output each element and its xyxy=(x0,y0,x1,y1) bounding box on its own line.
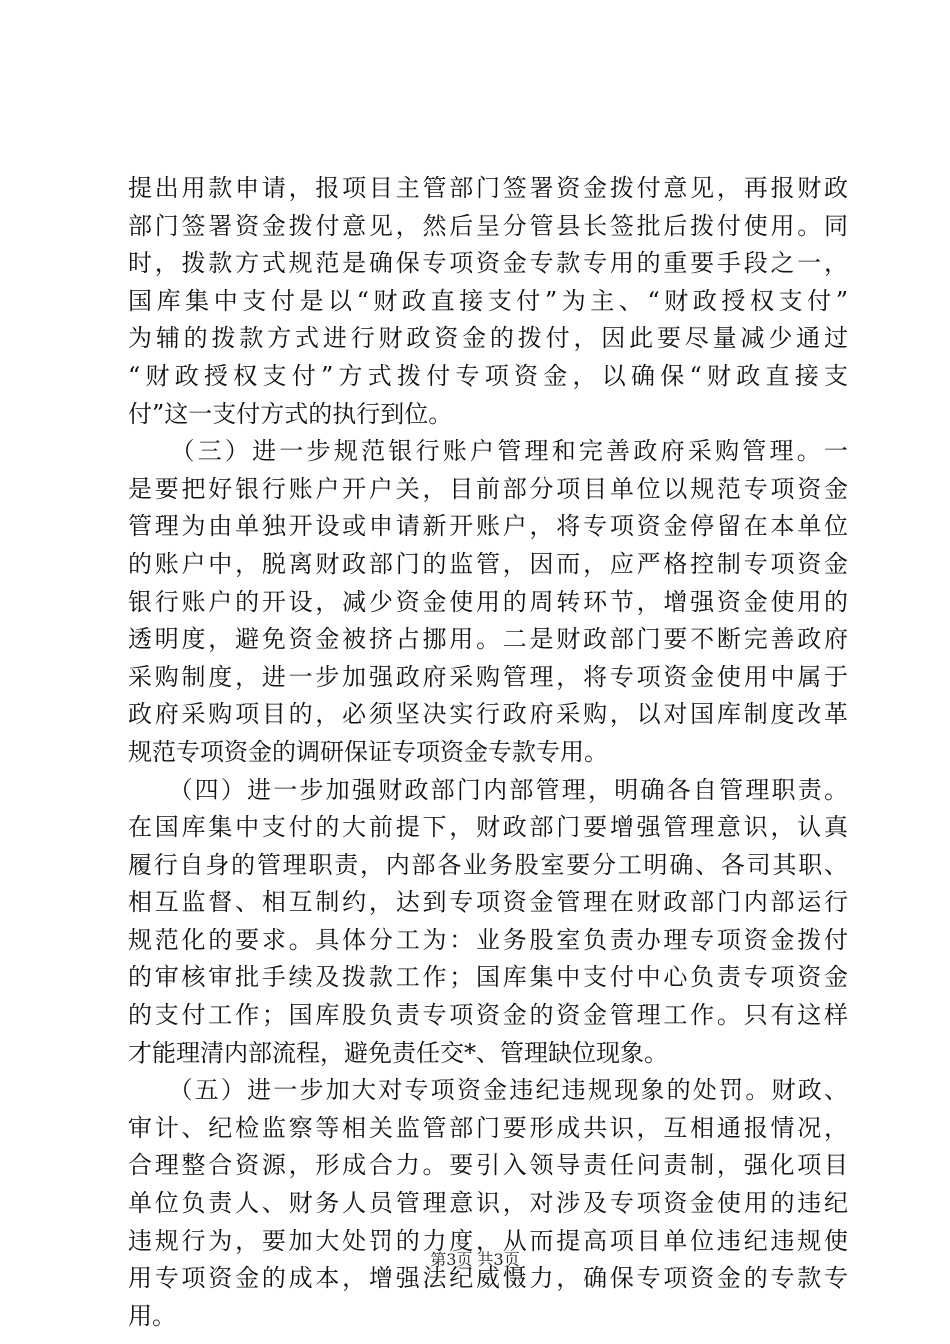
text-line: 在国库集中支付的大前提下，财政部门要增强管理意识，认真 xyxy=(128,813,848,842)
text-line: 履行自身的管理职责，内部各业务股室要分工明确、各司其职、 xyxy=(128,850,848,879)
text-line: 单位负责人、财务人员管理意识，对涉及专项资金使用的违纪 xyxy=(128,1189,848,1218)
text-line: 的审核审批手续及拨款工作；国库集中支付中心负责专项资金 xyxy=(128,963,848,992)
text-line: 合理整合资源，形成合力。要引入领导责任问责制，强化项目 xyxy=(128,1151,848,1180)
text-line: 规范专项资金的调研保证专项资金专款专用。 xyxy=(128,737,608,766)
text-line: 违规行为，要加大处罚的力度，从而提高项目单位违纪违规使 xyxy=(128,1226,848,1255)
text-line: 规范化的要求。具体分工为：业务股室负责办理专项资金拨付 xyxy=(128,925,848,954)
text-line: 的账户中，脱离财政部门的监管，因而，应严格控制专项资金 xyxy=(128,549,848,578)
text-line: 国库集中支付是以“财政直接支付”为主、“财政授权支付” xyxy=(128,286,848,315)
document-body xyxy=(128,170,848,1335)
text-line: 才能理清内部流程，避免责任交*、管理缺位现象。 xyxy=(128,1038,668,1067)
text-line: 为辅的拨款方式进行财政资金的拨付，因此要尽量减少通过 xyxy=(128,324,848,353)
text-line: 部门签署资金拨付意见，然后呈分管县长签批后拨付使用。同 xyxy=(128,211,848,240)
text-line: 时，拨款方式规范是确保专项资金专款专用的重要手段之一， xyxy=(128,249,848,278)
text-line: 银行账户的开设，减少资金使用的周转环节，增强资金使用的 xyxy=(128,587,848,616)
text-line: “财政授权支付”方式拨付专项资金，以确保“财政直接支 xyxy=(128,361,848,390)
text-line: 透明度，避免资金被挤占挪用。二是财政部门要不断完善政府 xyxy=(128,625,848,654)
text-line: 管理为由单独开设或申请新开账户，将专项资金停留在本单位 xyxy=(128,512,848,541)
text-line: 付”这一支付方式的执行到位。 xyxy=(128,399,453,428)
text-line: （四）进一步加强财政部门内部管理，明确各自管理职责。 xyxy=(128,775,848,804)
text-line: 提出用款申请，报项目主管部门签署资金拨付意见，再报财政 xyxy=(128,174,848,202)
text-line: 相互监督、相互制约，达到专项资金管理在财政部门内部运行 xyxy=(128,888,848,917)
page-footer: 第3页 共3页 xyxy=(430,1250,520,1269)
text-line: （五）进一步加大对专项资金违纪违规现象的处罚。财政、 xyxy=(128,1076,848,1105)
text-line: 审计、纪检监察等相关监管部门要形成共识，互相通报情况， xyxy=(128,1113,848,1142)
text-line: 是要把好银行账户开户关，目前部分项目单位以规范专项资金 xyxy=(128,474,848,503)
text-line: 用。 xyxy=(128,1301,176,1330)
text-line: 政府采购项目的，必须坚决实行政府采购，以对国库制度改革 xyxy=(128,700,848,729)
text-line: （三）进一步规范银行账户管理和完善政府采购管理。一 xyxy=(128,437,848,466)
text-line: 采购制度，进一步加强政府采购管理，将专项资金使用中属于 xyxy=(128,662,848,691)
text-line: 用专项资金的成本，增强法纪威慑力，确保专项资金的专款专 xyxy=(128,1264,848,1293)
text-line: 的支付工作；国库股负责专项资金的资金管理工作。只有这样 xyxy=(128,1001,848,1030)
